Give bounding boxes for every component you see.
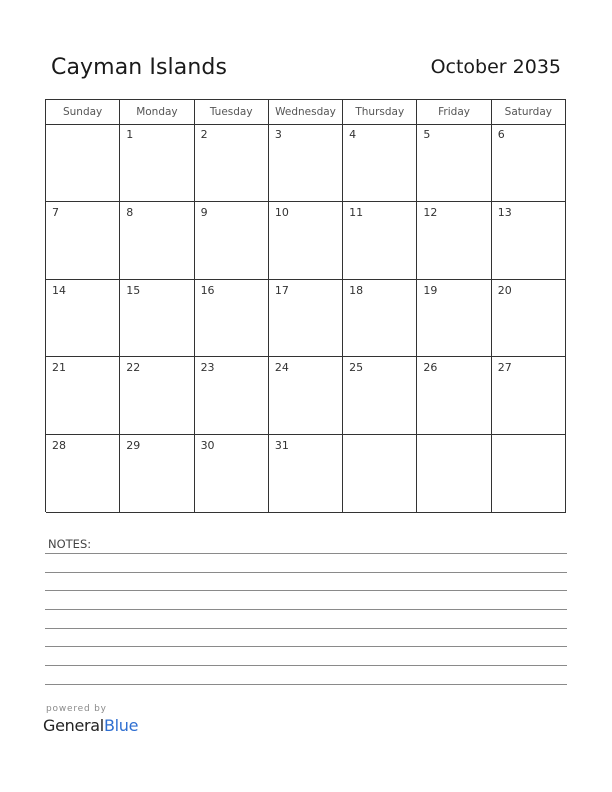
day-cell <box>120 202 194 280</box>
day-number: 24 <box>274 361 289 375</box>
day-cell <box>269 357 343 435</box>
weekday-wednesday: Wednesday <box>269 100 343 125</box>
day-cell <box>492 280 566 358</box>
day-number: 6 <box>497 128 505 141</box>
notes-line <box>45 609 567 610</box>
day-cell <box>269 280 343 358</box>
day-cell <box>492 357 566 435</box>
day-number: 20 <box>497 283 512 297</box>
day-cell <box>417 435 491 513</box>
day-number: 1 <box>126 128 134 141</box>
day-number: 28 <box>52 439 66 453</box>
day-cell <box>46 280 120 358</box>
day-cell <box>195 202 269 280</box>
notes-line <box>45 628 567 629</box>
notes-line <box>45 572 567 573</box>
day-cell <box>492 124 566 202</box>
day-number: 21 <box>52 361 66 375</box>
day-cell <box>417 124 491 202</box>
weekday-saturday: Saturday <box>492 100 566 125</box>
day-number: 11 <box>349 205 364 219</box>
notes-line <box>45 553 567 554</box>
day-cell <box>417 357 491 435</box>
calendar-month-year: October 2035 <box>430 56 561 78</box>
day-number: 30 <box>200 439 215 453</box>
day-number: 3 <box>274 128 282 141</box>
weekday-header-row <box>46 100 566 124</box>
day-cell <box>120 435 194 513</box>
day-number: 23 <box>200 361 215 375</box>
day-cell <box>492 202 566 280</box>
day-cell <box>417 280 491 358</box>
notes-line <box>45 646 567 647</box>
calendar-days <box>46 124 566 513</box>
day-cell <box>46 124 120 202</box>
day-number: 26 <box>423 361 438 375</box>
brand-name-general: General <box>43 716 104 735</box>
day-cell <box>195 357 269 435</box>
day-cell <box>343 357 417 435</box>
day-number: 18 <box>349 283 364 297</box>
day-number: 12 <box>423 205 438 219</box>
day-number: 25 <box>349 361 364 375</box>
day-number: 15 <box>126 283 141 297</box>
day-number: 8 <box>126 205 134 219</box>
weekday-thursday: Thursday <box>343 100 417 125</box>
day-number: 29 <box>126 439 141 453</box>
notes-label: NOTES: <box>48 537 92 551</box>
day-number: 4 <box>349 128 357 141</box>
notes-line <box>45 665 567 666</box>
weekday-monday: Monday <box>120 100 194 125</box>
day-cell <box>46 202 120 280</box>
day-cell <box>269 124 343 202</box>
powered-by-text: powered by <box>46 704 107 714</box>
day-number: 27 <box>497 361 512 375</box>
day-cell <box>46 357 120 435</box>
day-cell <box>417 202 491 280</box>
day-cell <box>269 435 343 513</box>
day-cell <box>195 124 269 202</box>
day-cell <box>269 202 343 280</box>
weekday-sunday: Sunday <box>46 100 120 125</box>
day-number: 31 <box>274 439 289 453</box>
day-number: 16 <box>200 283 215 297</box>
calendar-country-title: Cayman Islands <box>51 55 228 80</box>
day-cell <box>343 435 417 513</box>
day-cell <box>195 280 269 358</box>
day-number: 19 <box>423 283 438 297</box>
day-cell <box>343 202 417 280</box>
day-number: 13 <box>497 205 512 219</box>
day-cell <box>46 435 120 513</box>
notes-line <box>45 590 567 591</box>
day-number: 2 <box>200 128 208 141</box>
day-cell <box>343 280 417 358</box>
calendar-grid <box>45 99 566 512</box>
day-number: 22 <box>126 361 141 375</box>
brand-name-blue: Blue <box>103 716 139 735</box>
weekday-tuesday: Tuesday <box>195 100 269 125</box>
day-cell <box>492 435 566 513</box>
day-cell <box>343 124 417 202</box>
day-number: 9 <box>200 205 208 219</box>
day-number: 17 <box>274 283 289 297</box>
generalblue-logo <box>43 716 138 735</box>
day-number: 14 <box>52 283 66 297</box>
notes-line <box>45 684 567 685</box>
day-cell <box>120 124 194 202</box>
weekday-friday: Friday <box>417 100 491 125</box>
day-number: 7 <box>52 205 59 219</box>
day-number: 5 <box>423 128 431 141</box>
day-cell <box>120 280 194 358</box>
day-cell <box>120 357 194 435</box>
day-cell <box>195 435 269 513</box>
day-number: 10 <box>274 205 289 219</box>
